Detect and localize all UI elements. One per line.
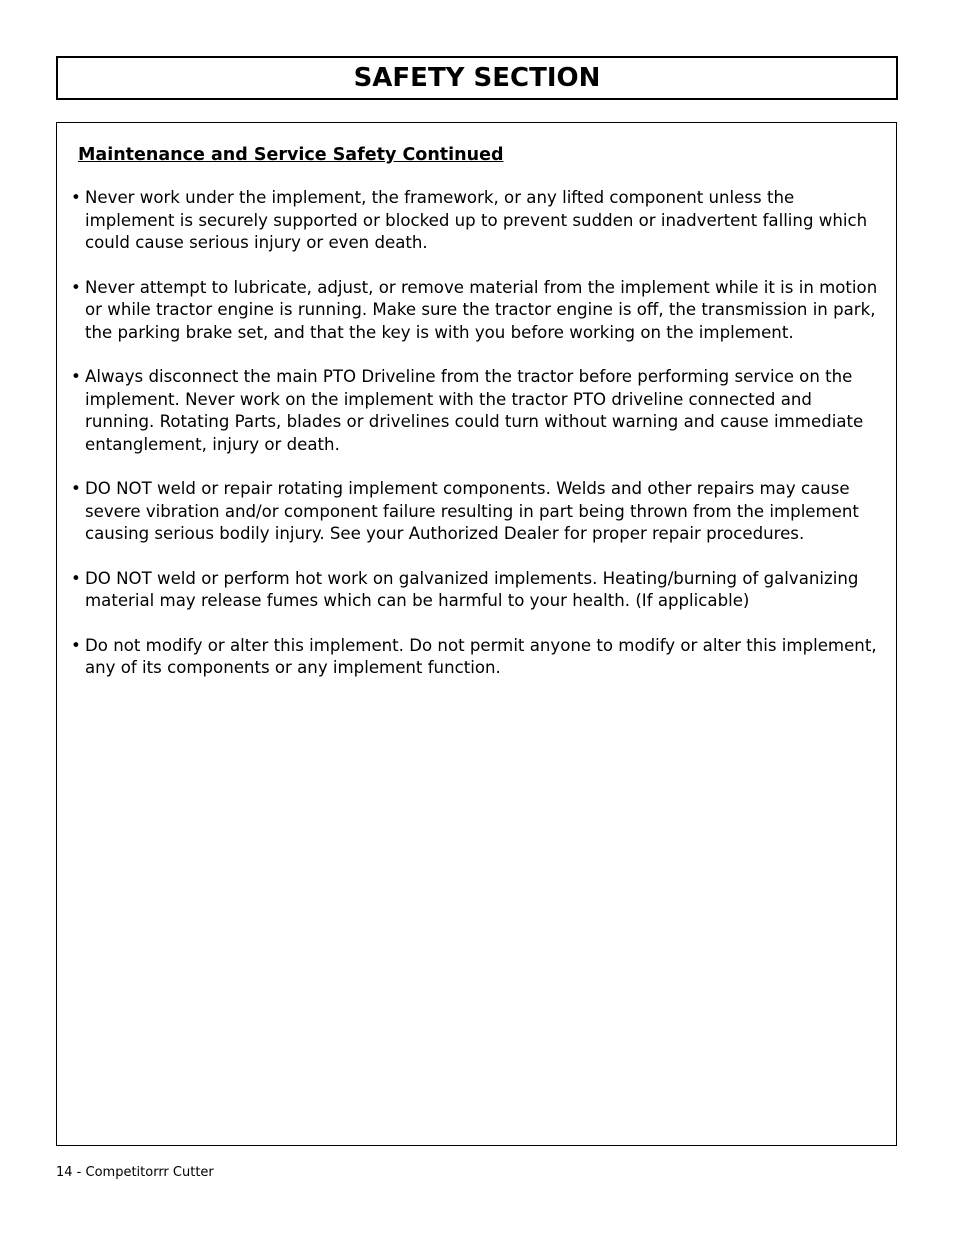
bullet-icon: • xyxy=(71,367,81,386)
bullet-icon: • xyxy=(71,568,81,588)
list-item xyxy=(71,635,886,680)
content-box xyxy=(56,122,897,1146)
bullet-text: Never attempt to lubricate, adjust, or remove material from the implement while it is in motion or while tractor engine is running. Make sure the tractor engine is off, the transmission in park, the parking brake set, and that the key is with you before working on the implement. xyxy=(85,277,878,342)
list-item xyxy=(71,277,886,345)
bullet-text: Do not modify or alter this implement. Do not permit anyone to modify or alter this implement, any of its components or any implement function. xyxy=(85,635,877,677)
bullet-text: DO NOT weld or perform hot work on galvanized implements. Heating/burning of galvanizing material may release fumes which can be harmful to your health. (If applicable) xyxy=(85,568,859,610)
list-item xyxy=(71,187,886,255)
bullet-icon: • xyxy=(71,635,81,655)
subheading: Maintenance and Service Safety Continued xyxy=(78,145,504,165)
list-item xyxy=(71,366,886,456)
bullet-icon: • xyxy=(71,479,81,498)
section-title: SAFETY SECTION xyxy=(353,63,601,93)
bullet-icon: • xyxy=(71,277,81,297)
bullet-text: DO NOT weld or repair rotating implement components. Welds and other repairs may cause severe vibration and/or component failure resulting in part being thrown from the implement causing serious bodily injury. See your Authorized Dealer for proper repair procedures. xyxy=(85,479,859,543)
bullet-text: Always disconnect the main PTO Driveline from the tractor before performing service on the implement. Never work on the implement with the tractor PTO driveline connected and running. Rotating Parts, blades or drivelines could turn without warning and cause immediate entanglement, injury or death. xyxy=(85,367,864,454)
section-title-box xyxy=(56,56,898,100)
list-item xyxy=(71,568,886,613)
bullet-icon: • xyxy=(71,188,81,207)
page-footer: 14 - Competitorrr Cutter xyxy=(56,1165,214,1180)
bullet-text: Never work under the implement, the framework, or any lifted component unless the implement is securely supported or blocked up to prevent sudden or inadvertent falling which could cause serious injury or even death. xyxy=(85,188,868,252)
safety-bullet-list xyxy=(71,187,886,702)
list-item xyxy=(71,478,886,546)
